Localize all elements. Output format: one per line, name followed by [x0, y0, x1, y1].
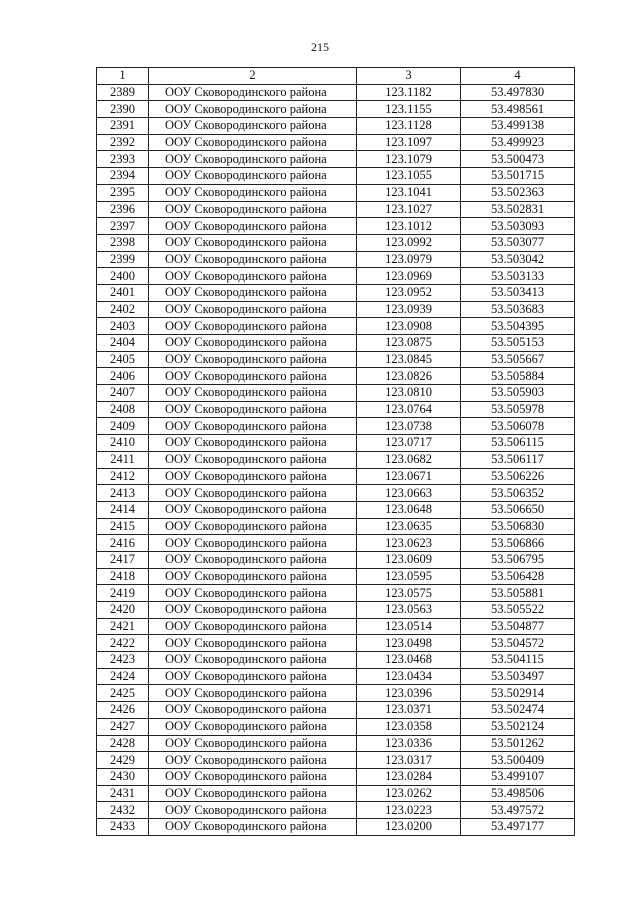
table-row: [97, 84, 575, 101]
table-row: [97, 485, 575, 502]
organization-cell: ООУ Сковородинского района: [149, 518, 357, 535]
organization-cell: ООУ Сковородинского района: [149, 418, 357, 435]
latitude-cell: 53.501262: [461, 735, 575, 752]
organization-cell: ООУ Сковородинского района: [149, 84, 357, 101]
latitude-cell: 53.503413: [461, 284, 575, 301]
row-number-cell: 2403: [97, 318, 149, 335]
longitude-cell: 123.0682: [357, 451, 461, 468]
latitude-cell: 53.506352: [461, 485, 575, 502]
organization-cell: ООУ Сковородинского района: [149, 218, 357, 235]
organization-cell: ООУ Сковородинского района: [149, 151, 357, 168]
table-row: [97, 585, 575, 602]
organization-cell: ООУ Сковородинского района: [149, 652, 357, 669]
table-row: [97, 668, 575, 685]
longitude-cell: 123.1012: [357, 218, 461, 235]
organization-cell: ООУ Сковородинского района: [149, 134, 357, 151]
latitude-cell: 53.503077: [461, 234, 575, 251]
organization-cell: ООУ Сковородинского района: [149, 118, 357, 135]
organization-cell: ООУ Сковородинского района: [149, 501, 357, 518]
row-number-cell: 2406: [97, 368, 149, 385]
latitude-cell: 53.497177: [461, 818, 575, 835]
organization-cell: ООУ Сковородинского района: [149, 635, 357, 652]
longitude-cell: 123.0595: [357, 568, 461, 585]
longitude-cell: 123.0648: [357, 501, 461, 518]
table-row: [97, 401, 575, 418]
column-header-1: 1: [97, 68, 149, 85]
row-number-cell: 2418: [97, 568, 149, 585]
row-number-cell: 2421: [97, 618, 149, 635]
longitude-cell: 123.1097: [357, 134, 461, 151]
row-number-cell: 2395: [97, 184, 149, 201]
row-number-cell: 2429: [97, 752, 149, 769]
row-number-cell: 2402: [97, 301, 149, 318]
table-row: [97, 251, 575, 268]
row-number-cell: 2413: [97, 485, 149, 502]
row-number-cell: 2392: [97, 134, 149, 151]
table-row: [97, 318, 575, 335]
longitude-cell: 123.0623: [357, 535, 461, 552]
longitude-cell: 123.0575: [357, 585, 461, 602]
latitude-cell: 53.505153: [461, 335, 575, 352]
longitude-cell: 123.0969: [357, 268, 461, 285]
latitude-cell: 53.500409: [461, 752, 575, 769]
organization-cell: ООУ Сковородинского района: [149, 685, 357, 702]
longitude-cell: 123.0810: [357, 385, 461, 402]
longitude-cell: 123.0635: [357, 518, 461, 535]
table-row: [97, 652, 575, 669]
latitude-cell: 53.505884: [461, 368, 575, 385]
longitude-cell: 123.0262: [357, 785, 461, 802]
organization-cell: ООУ Сковородинского района: [149, 718, 357, 735]
organization-cell: ООУ Сковородинского района: [149, 301, 357, 318]
table-row: [97, 335, 575, 352]
table-row: [97, 818, 575, 835]
row-number-cell: 2390: [97, 101, 149, 118]
longitude-cell: 123.0663: [357, 485, 461, 502]
row-number-cell: 2432: [97, 802, 149, 819]
organization-cell: ООУ Сковородинского района: [149, 802, 357, 819]
longitude-cell: 123.1155: [357, 101, 461, 118]
row-number-cell: 2422: [97, 635, 149, 652]
latitude-cell: 53.500473: [461, 151, 575, 168]
longitude-cell: 123.0738: [357, 418, 461, 435]
latitude-cell: 53.506078: [461, 418, 575, 435]
row-number-cell: 2412: [97, 468, 149, 485]
latitude-cell: 53.506795: [461, 551, 575, 568]
organization-cell: ООУ Сковородинского района: [149, 435, 357, 452]
table-row: [97, 635, 575, 652]
organization-cell: ООУ Сковородинского района: [149, 535, 357, 552]
row-number-cell: 2411: [97, 451, 149, 468]
latitude-cell: 53.503683: [461, 301, 575, 318]
table-row: [97, 151, 575, 168]
longitude-cell: 123.0434: [357, 668, 461, 685]
table-row: [97, 218, 575, 235]
row-number-cell: 2424: [97, 668, 149, 685]
longitude-cell: 123.0845: [357, 351, 461, 368]
organization-cell: ООУ Сковородинского района: [149, 268, 357, 285]
latitude-cell: 53.506428: [461, 568, 575, 585]
longitude-cell: 123.0563: [357, 602, 461, 619]
page-number: 215: [311, 40, 329, 54]
organization-cell: ООУ Сковородинского района: [149, 735, 357, 752]
organization-cell: ООУ Сковородинского района: [149, 201, 357, 218]
latitude-cell: 53.497572: [461, 802, 575, 819]
organization-cell: ООУ Сковородинского района: [149, 785, 357, 802]
longitude-cell: 123.1128: [357, 118, 461, 135]
latitude-cell: 53.505881: [461, 585, 575, 602]
organization-cell: ООУ Сковородинского района: [149, 451, 357, 468]
table-row: [97, 518, 575, 535]
row-number-cell: 2431: [97, 785, 149, 802]
row-number-cell: 2426: [97, 702, 149, 719]
longitude-cell: 123.0939: [357, 301, 461, 318]
table-header-row: [97, 68, 575, 85]
latitude-cell: 53.505978: [461, 401, 575, 418]
longitude-cell: 123.0764: [357, 401, 461, 418]
latitude-cell: 53.506830: [461, 518, 575, 535]
table-row: [97, 168, 575, 185]
latitude-cell: 53.502914: [461, 685, 575, 702]
row-number-cell: 2394: [97, 168, 149, 185]
latitude-cell: 53.503093: [461, 218, 575, 235]
organization-cell: ООУ Сковородинского района: [149, 168, 357, 185]
table-row: [97, 184, 575, 201]
organization-cell: ООУ Сковородинского района: [149, 618, 357, 635]
table-row: [97, 602, 575, 619]
organization-cell: ООУ Сковородинского района: [149, 568, 357, 585]
table-row: [97, 435, 575, 452]
latitude-cell: 53.498561: [461, 101, 575, 118]
latitude-cell: 53.497830: [461, 84, 575, 101]
row-number-cell: 2401: [97, 284, 149, 301]
longitude-cell: 123.0717: [357, 435, 461, 452]
table-row: [97, 535, 575, 552]
latitude-cell: 53.505667: [461, 351, 575, 368]
table-row: [97, 718, 575, 735]
table-row: [97, 368, 575, 385]
column-header-3: 3: [357, 68, 461, 85]
longitude-cell: 123.0514: [357, 618, 461, 635]
latitude-cell: 53.499138: [461, 118, 575, 135]
latitude-cell: 53.502363: [461, 184, 575, 201]
table-row: [97, 101, 575, 118]
longitude-cell: 123.0371: [357, 702, 461, 719]
column-header-4: 4: [461, 68, 575, 85]
organization-cell: ООУ Сковородинского района: [149, 818, 357, 835]
organization-cell: ООУ Сковородинского района: [149, 752, 357, 769]
row-number-cell: 2414: [97, 501, 149, 518]
latitude-cell: 53.504115: [461, 652, 575, 669]
row-number-cell: 2420: [97, 602, 149, 619]
longitude-cell: 123.0979: [357, 251, 461, 268]
row-number-cell: 2408: [97, 401, 149, 418]
table-row: [97, 501, 575, 518]
latitude-cell: 53.503042: [461, 251, 575, 268]
coordinates-table: [96, 67, 575, 836]
longitude-cell: 123.0468: [357, 652, 461, 669]
row-number-cell: 2417: [97, 551, 149, 568]
row-number-cell: 2410: [97, 435, 149, 452]
table-row: [97, 451, 575, 468]
organization-cell: ООУ Сковородинского района: [149, 351, 357, 368]
longitude-cell: 123.0223: [357, 802, 461, 819]
table-row: [97, 385, 575, 402]
longitude-cell: 123.0908: [357, 318, 461, 335]
table-row: [97, 134, 575, 151]
table-row: [97, 568, 575, 585]
table-row: [97, 351, 575, 368]
row-number-cell: 2425: [97, 685, 149, 702]
longitude-cell: 123.1079: [357, 151, 461, 168]
organization-cell: ООУ Сковородинского района: [149, 602, 357, 619]
organization-cell: ООУ Сковородинского района: [149, 234, 357, 251]
longitude-cell: 123.0992: [357, 234, 461, 251]
longitude-cell: 123.0875: [357, 335, 461, 352]
table-row: [97, 752, 575, 769]
longitude-cell: 123.0284: [357, 768, 461, 785]
organization-cell: ООУ Сковородинского района: [149, 101, 357, 118]
latitude-cell: 53.506117: [461, 451, 575, 468]
row-number-cell: 2409: [97, 418, 149, 435]
latitude-cell: 53.506866: [461, 535, 575, 552]
longitude-cell: 123.0952: [357, 284, 461, 301]
organization-cell: ООУ Сковородинского района: [149, 318, 357, 335]
longitude-cell: 123.0671: [357, 468, 461, 485]
latitude-cell: 53.504877: [461, 618, 575, 635]
row-number-cell: 2427: [97, 718, 149, 735]
latitude-cell: 53.502474: [461, 702, 575, 719]
latitude-cell: 53.505903: [461, 385, 575, 402]
organization-cell: ООУ Сковородинского района: [149, 668, 357, 685]
latitude-cell: 53.503133: [461, 268, 575, 285]
longitude-cell: 123.0358: [357, 718, 461, 735]
latitude-cell: 53.505522: [461, 602, 575, 619]
row-number-cell: 2433: [97, 818, 149, 835]
table-row: [97, 785, 575, 802]
latitude-cell: 53.506650: [461, 501, 575, 518]
latitude-cell: 53.502124: [461, 718, 575, 735]
table-row: [97, 268, 575, 285]
organization-cell: ООУ Сковородинского района: [149, 284, 357, 301]
latitude-cell: 53.506115: [461, 435, 575, 452]
table-row: [97, 551, 575, 568]
table-row: [97, 418, 575, 435]
longitude-cell: 123.0200: [357, 818, 461, 835]
table-body: [97, 84, 575, 835]
row-number-cell: 2415: [97, 518, 149, 535]
row-number-cell: 2389: [97, 84, 149, 101]
organization-cell: ООУ Сковородинского района: [149, 401, 357, 418]
latitude-cell: 53.501715: [461, 168, 575, 185]
table-row: [97, 118, 575, 135]
organization-cell: ООУ Сковородинского района: [149, 335, 357, 352]
table-row: [97, 468, 575, 485]
organization-cell: ООУ Сковородинского района: [149, 585, 357, 602]
latitude-cell: 53.504572: [461, 635, 575, 652]
table-row: [97, 702, 575, 719]
organization-cell: ООУ Сковородинского района: [149, 468, 357, 485]
longitude-cell: 123.0826: [357, 368, 461, 385]
row-number-cell: 2428: [97, 735, 149, 752]
row-number-cell: 2419: [97, 585, 149, 602]
longitude-cell: 123.1182: [357, 84, 461, 101]
row-number-cell: 2423: [97, 652, 149, 669]
row-number-cell: 2393: [97, 151, 149, 168]
organization-cell: ООУ Сковородинского района: [149, 702, 357, 719]
column-header-2: 2: [149, 68, 357, 85]
row-number-cell: 2430: [97, 768, 149, 785]
organization-cell: ООУ Сковородинского района: [149, 385, 357, 402]
longitude-cell: 123.0609: [357, 551, 461, 568]
organization-cell: ООУ Сковородинского района: [149, 768, 357, 785]
latitude-cell: 53.502831: [461, 201, 575, 218]
organization-cell: ООУ Сковородинского района: [149, 485, 357, 502]
table-row: [97, 201, 575, 218]
row-number-cell: 2391: [97, 118, 149, 135]
latitude-cell: 53.499107: [461, 768, 575, 785]
row-number-cell: 2399: [97, 251, 149, 268]
organization-cell: ООУ Сковородинского района: [149, 551, 357, 568]
latitude-cell: 53.504395: [461, 318, 575, 335]
longitude-cell: 123.1041: [357, 184, 461, 201]
latitude-cell: 53.498506: [461, 785, 575, 802]
row-number-cell: 2407: [97, 385, 149, 402]
table-row: [97, 735, 575, 752]
table-row: [97, 234, 575, 251]
row-number-cell: 2404: [97, 335, 149, 352]
row-number-cell: 2397: [97, 218, 149, 235]
row-number-cell: 2398: [97, 234, 149, 251]
longitude-cell: 123.1055: [357, 168, 461, 185]
table-row: [97, 685, 575, 702]
table-row: [97, 301, 575, 318]
latitude-cell: 53.506226: [461, 468, 575, 485]
table-row: [97, 802, 575, 819]
organization-cell: ООУ Сковородинского района: [149, 184, 357, 201]
longitude-cell: 123.0498: [357, 635, 461, 652]
longitude-cell: 123.0336: [357, 735, 461, 752]
table-row: [97, 284, 575, 301]
table-row: [97, 768, 575, 785]
latitude-cell: 53.499923: [461, 134, 575, 151]
row-number-cell: 2416: [97, 535, 149, 552]
longitude-cell: 123.0396: [357, 685, 461, 702]
row-number-cell: 2400: [97, 268, 149, 285]
table-row: [97, 618, 575, 635]
row-number-cell: 2396: [97, 201, 149, 218]
latitude-cell: 53.503497: [461, 668, 575, 685]
longitude-cell: 123.0317: [357, 752, 461, 769]
longitude-cell: 123.1027: [357, 201, 461, 218]
organization-cell: ООУ Сковородинского района: [149, 251, 357, 268]
row-number-cell: 2405: [97, 351, 149, 368]
organization-cell: ООУ Сковородинского района: [149, 368, 357, 385]
